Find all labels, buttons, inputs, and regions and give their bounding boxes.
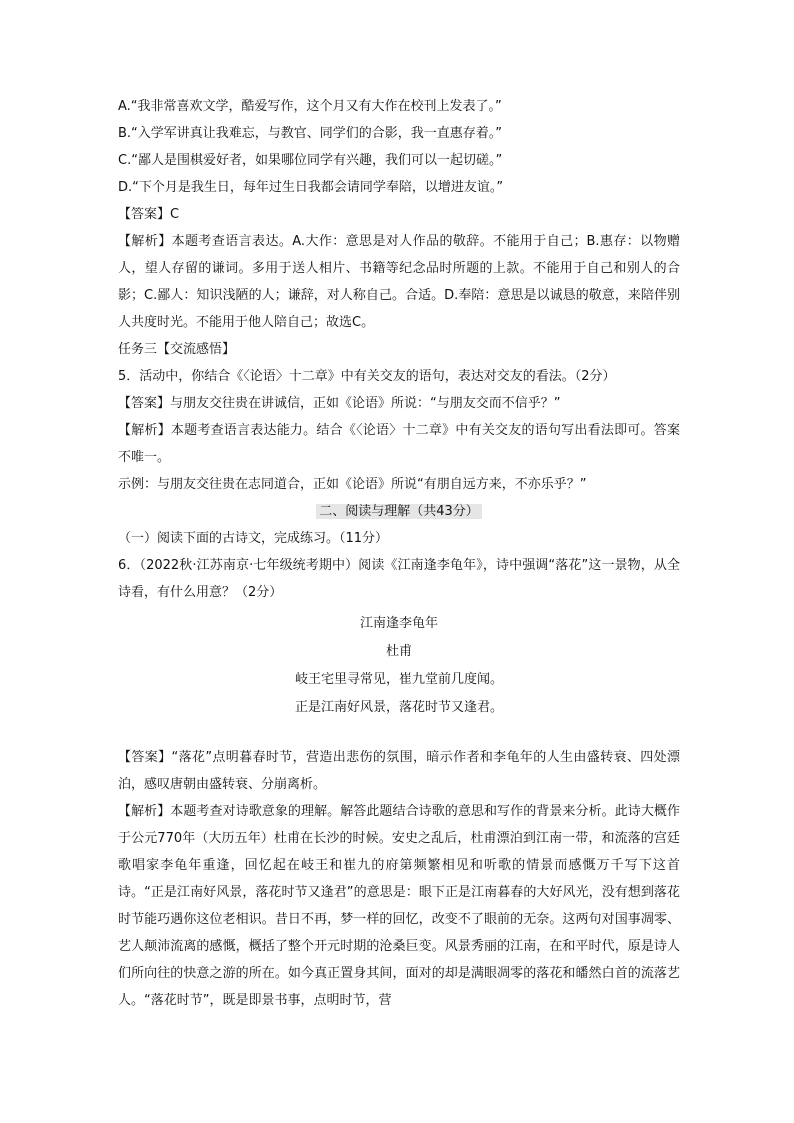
poem-title: 江南逢李龟年 — [359, 616, 438, 631]
q5-question: 5．活动中，你结合《〈论语〉十二章》中有关交友的语句，表达对交友的看法。（2分） — [118, 369, 616, 384]
q6-question: 6．（2022秋·江苏南京·七年级统考期中）阅读《江南逢李龟年》，诗中强调“落花”这一景物，从全诗看，有什么用意？（2分） — [118, 558, 680, 600]
poem-line-2: 正是江南好风景，落花时节又逢君。 — [294, 700, 503, 715]
section2-title-text: 二、阅读与理解（共43分） — [316, 504, 482, 519]
poem-author: 杜甫 — [385, 644, 412, 659]
poem — [118, 610, 680, 722]
q6-analysis: 【解析】本题考查对诗歌意象的理解。解答此题结合诗歌的意思和写作的背景来分析。此诗大概作于公元770年（大历五年）杜甫在长沙的时候。安史之乱后，杜甫漂泊到江南一带，和流落的宫廷歌唱家李龟年重逢，回忆起在岐王和崔九的府第频繁相见和听歌的情景而感慨万千写下这首诗。“正是江南好风景，落花时节又逢君”的意思是：眼下正是江南暮春的大好风光，没有想到落花时节能巧遇你这位老相识。昔日不再，梦一样的回忆，改变不了眼前的无奈。这两句对国事凋零、艺人颠沛流离的感慨，概括了整个开元时期的沧桑巨变。风景秀丽的江南，在和平时代，原是诗人们所向往的快意之游的所在。如今真正置身其间，面对的却是满眼凋零的落花和皤然白首的流落艺人。“落花时节”，既是即景书事，点明时节，营 — [118, 804, 680, 1008]
q5-answer: 【答案】与朋友交往贵在讲诚信，正如《论语》所说：“与朋友交而不信乎？” — [118, 396, 561, 411]
option-c: C.“鄙人是围棋爱好者，如果哪位同学有兴趣，我们可以一起切磋。” — [118, 153, 503, 168]
q4-analysis: 【解析】本题考查语言表达。A.大作：意思是对人作品的敬辞。不能用于自己；B.惠存：以物赠人，望人存留的谦词。多用于送人相片、书籍等纪念品时所题的上款。不能用于自己和别人的合影；C.鄙人：知识浅陋的人；谦辞，对人称自己。合适。D.奉陪：意思是以诚恳的敬意，来陪伴别人共度时光。不能用于他人陪自己；故选C。 — [118, 234, 680, 330]
q5-example: 示例：与朋友交往贵在志同道合，正如《论语》所说“有朋自远方来，不亦乐乎？” — [118, 477, 587, 492]
task3-title: 任务三【交流感悟】 — [118, 342, 236, 357]
q4-answer: 【答案】C — [118, 207, 180, 222]
section2-title — [118, 498, 680, 525]
subsection1-title: （一）阅读下面的古诗文，完成练习。（11分） — [118, 531, 389, 546]
option-a: A.“我非常喜欢文学，酷爱写作，这个月又有大作在校刊上发表了。” — [118, 99, 502, 114]
document-page — [118, 93, 680, 1014]
q5-analysis: 【解析】本题考查语言表达能力。结合《〈论语〉十二章》中有关交友的语句写出看法即可。答案不唯一。 — [118, 423, 680, 465]
q6-answer: 【答案】“落花”点明暮春时节，营造出悲伤的氛围，暗示作者和李龟年的人生由盛转衰、四处漂泊，感叹唐朝由盛转衰、分崩离析。 — [118, 750, 680, 792]
option-d: D.“下个月是我生日，每年过生日我都会请同学奉陪，以增进友谊。” — [118, 180, 504, 195]
spacer — [118, 722, 680, 744]
poem-line-1: 岐王宅里寻常见，崔九堂前几度闻。 — [294, 672, 503, 687]
option-b: B.“入学军讲真让我难忘，与教官、同学们的合影，我一直惠存着。” — [118, 126, 503, 141]
